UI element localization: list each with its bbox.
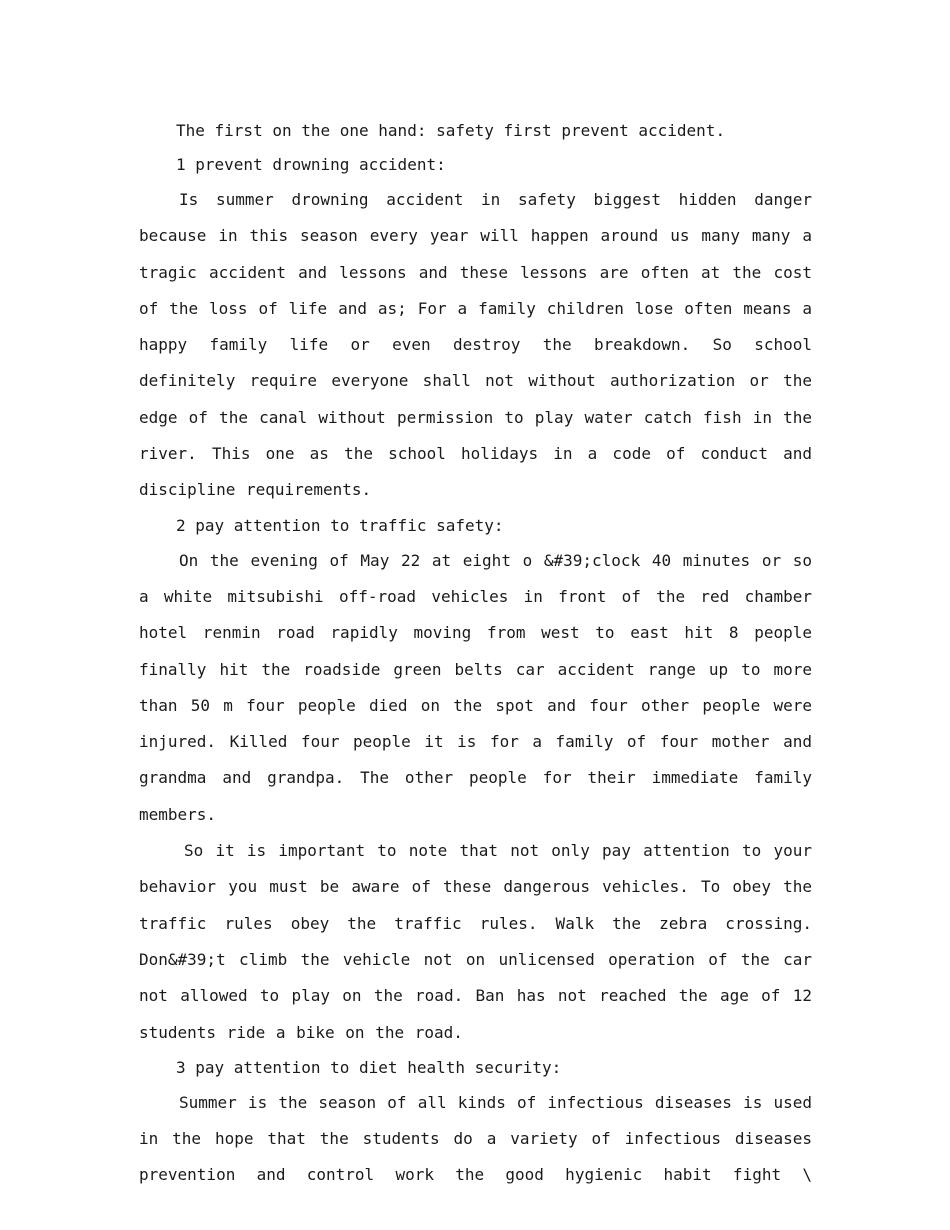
section-title: The first on the one hand: safety first prevent accident. — [176, 121, 726, 140]
document-body — [139, 114, 812, 1194]
paragraph-drowning: Is summer drowning accident in safety biggest hidden danger because in this season every year will happen around us many many a tragic accident and lessons and these lessons are often at the cost of the loss of life and as; For a family children lose often means a happy family life or even destroy the breakdown. So school definitely require everyone shall not without authorization or the edge of the canal without permission to play water catch fish in the river. This one as the school holidays in a code of conduct and discipline requirements. — [139, 190, 812, 500]
paragraph-traffic-accident: On the evening of May 22 at eight o &#39;clock 40 minutes or so a white mitsubishi off-road vehicles in front of the red chamber hotel renmin road rapidly moving from west to east hit 8 people finally hit the roadside green belts car accident range up to more than 50 m four people died on the spot and four other people were injured. Killed four people it is for a family of four mother and grandma and grandpa. The other people for their immediate family members. — [139, 550, 812, 824]
item-heading-diet: 3 pay attention to diet health security: — [176, 1057, 562, 1077]
paragraph-traffic-rules: So it is important to note that not only pay attention to your behavior you must be aware of these dangerous vehicles. To obey the traffic rules obey the traffic rules. Walk the zebra crossing. Don&#39;t climb the vehicle not on unlicensed operation of the car not allowed to play on the road. Ban has not reached the age of 12 students ride a bike on the road. — [139, 841, 812, 1042]
item-heading-drowning: 1 prevent drowning accident: — [176, 155, 446, 174]
item-heading-traffic: 2 pay attention to traffic safety: — [176, 515, 504, 535]
paragraph-diet-health: Summer is the season of all kinds of infectious diseases is used in the hope that the students do a variety of infectious diseases prevention and control work the good hygienic habit fight \ — [139, 1092, 812, 1185]
